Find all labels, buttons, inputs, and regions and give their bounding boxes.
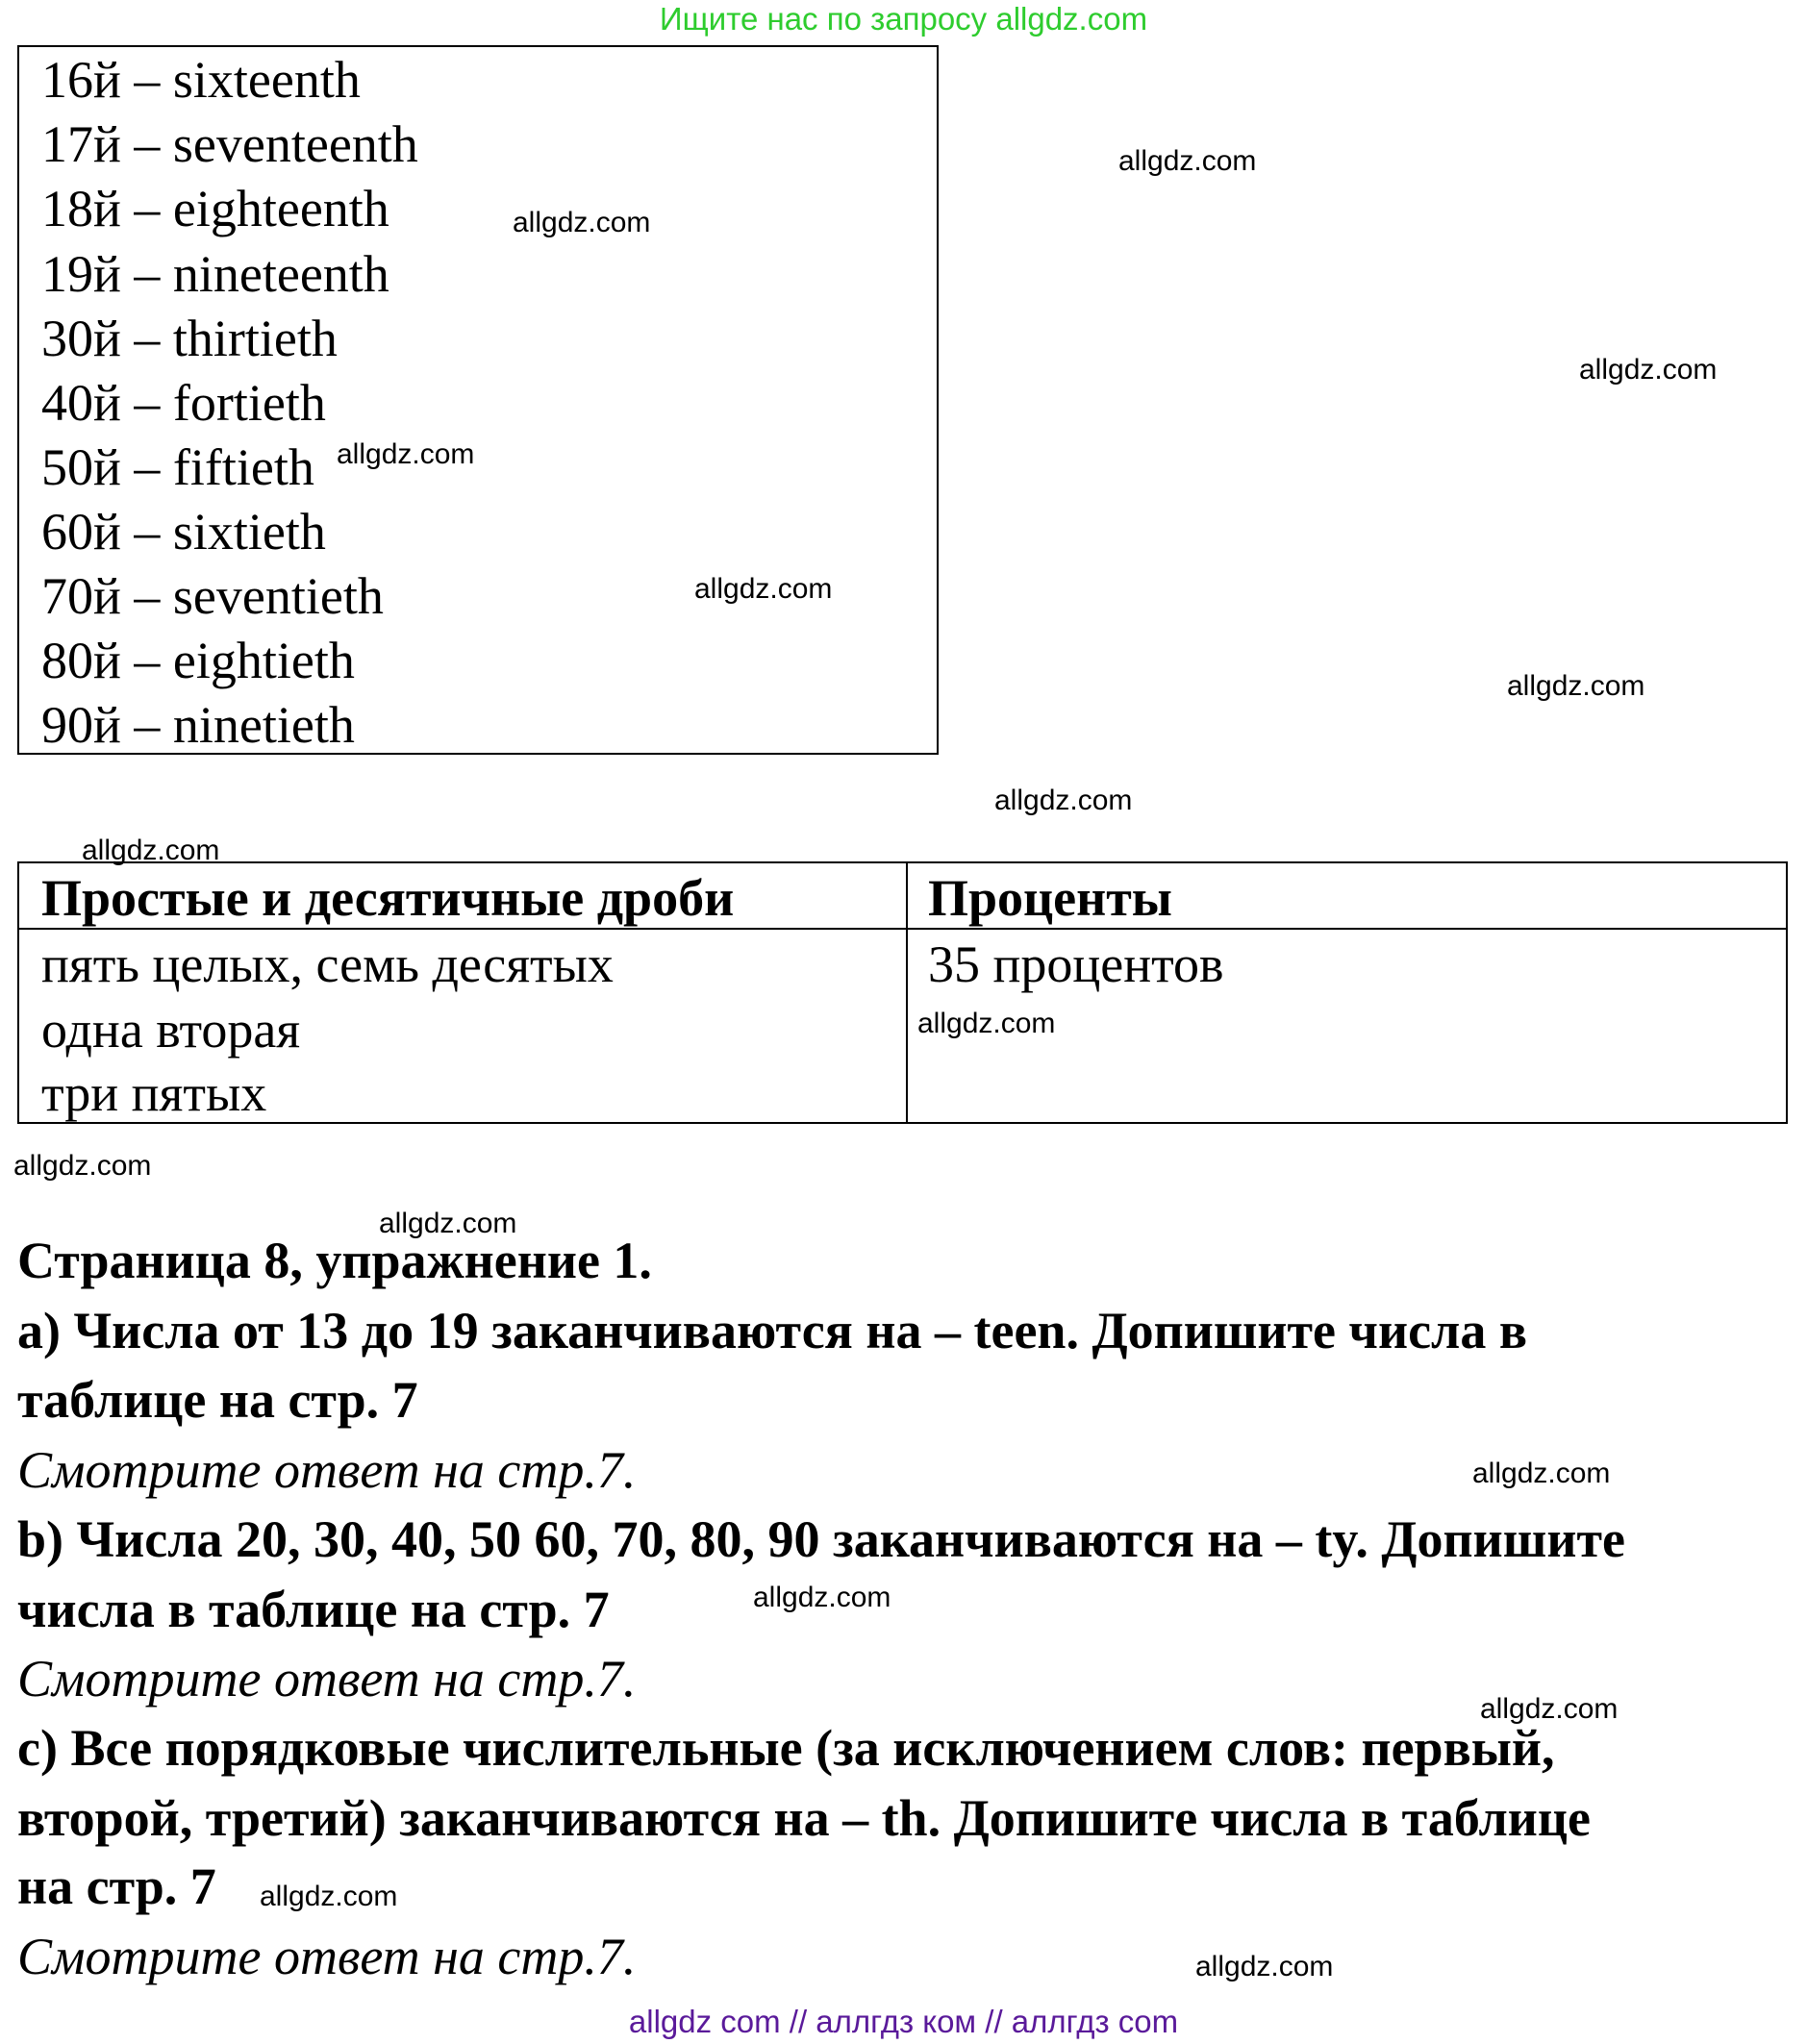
ordinal-item: 19й – nineteenth [41, 245, 389, 303]
table-header-percents: Проценты [928, 869, 1172, 927]
watermark: allgdz.com [1480, 1693, 1619, 1725]
watermark: allgdz.com [1579, 354, 1718, 386]
exercise-c-text: c) Все порядковые числительные (за исключением слов: первый, [17, 1719, 1555, 1777]
watermark: allgdz.com [260, 1881, 398, 1912]
watermark: allgdz.com [917, 1008, 1056, 1039]
watermark: allgdz.com [994, 785, 1133, 816]
table-cell: пять целых, семь десятых [41, 935, 614, 993]
ordinal-item: 17й – seventeenth [41, 115, 418, 173]
column-divider [906, 863, 908, 1122]
watermark: allgdz.com [379, 1208, 517, 1239]
exercise-c-text: второй, третий) заканчиваются на – th. Допишите числа в таблице [17, 1789, 1591, 1847]
ordinal-item: 60й – sixtieth [41, 503, 326, 561]
search-banner[interactable]: Ищите нас по запросу allgdz.com [659, 1, 1148, 37]
header-divider [19, 928, 1786, 930]
table-cell: 35 процентов [928, 935, 1224, 993]
watermark: allgdz.com [1118, 145, 1257, 177]
exercise-a-answer: Смотрите ответ на стр.7. [17, 1441, 637, 1499]
watermark: allgdz.com [513, 207, 651, 238]
watermark: allgdz.com [337, 438, 475, 470]
ordinal-item: 80й – eightieth [41, 632, 355, 689]
watermark: allgdz.com [1472, 1458, 1611, 1489]
watermark: allgdz.com [82, 835, 220, 866]
ordinal-item: 40й – fortieth [41, 374, 326, 432]
exercise-c-answer: Смотрите ответ на стр.7. [17, 1928, 637, 1985]
watermark: allgdz.com [13, 1150, 152, 1182]
ordinal-item: 16й – sixteenth [41, 51, 361, 109]
watermark: allgdz.com [694, 573, 833, 605]
ordinal-item: 50й – fiftieth [41, 438, 314, 496]
exercise-b-text: b) Числа 20, 30, 40, 50 60, 70, 80, 90 заканчиваются на – ty. Допишите [17, 1510, 1625, 1568]
exercise-a-text: a) Числа от 13 до 19 заканчиваются на – teen. Допишите числа в [17, 1302, 1528, 1359]
exercise-b-answer: Смотрите ответ на стр.7. [17, 1650, 637, 1707]
exercise-a-text: таблице на стр. 7 [17, 1371, 418, 1429]
exercise-b-text: числа в таблице на стр. 7 [17, 1581, 610, 1638]
ordinal-item: 30й – thirtieth [41, 310, 338, 367]
exercise-c-text: на стр. 7 [17, 1857, 216, 1915]
ordinal-item: 70й – seventieth [41, 567, 384, 625]
watermark: allgdz.com [1195, 1951, 1334, 1982]
watermark: allgdz.com [1507, 670, 1645, 702]
table-header-fractions: Простые и десятичные дроби [41, 869, 735, 927]
footer-links[interactable]: allgdz com // аллгдз ком // аллгдз com [628, 2004, 1179, 2039]
watermark: allgdz.com [753, 1582, 891, 1613]
ordinal-item: 90й – ninetieth [41, 696, 355, 754]
table-cell: три пятых [41, 1064, 267, 1122]
ordinal-item: 18й – eighteenth [41, 180, 389, 237]
exercise-heading: Страница 8, упражнение 1. [17, 1232, 652, 1289]
table-cell: одна вторая [41, 1001, 301, 1059]
